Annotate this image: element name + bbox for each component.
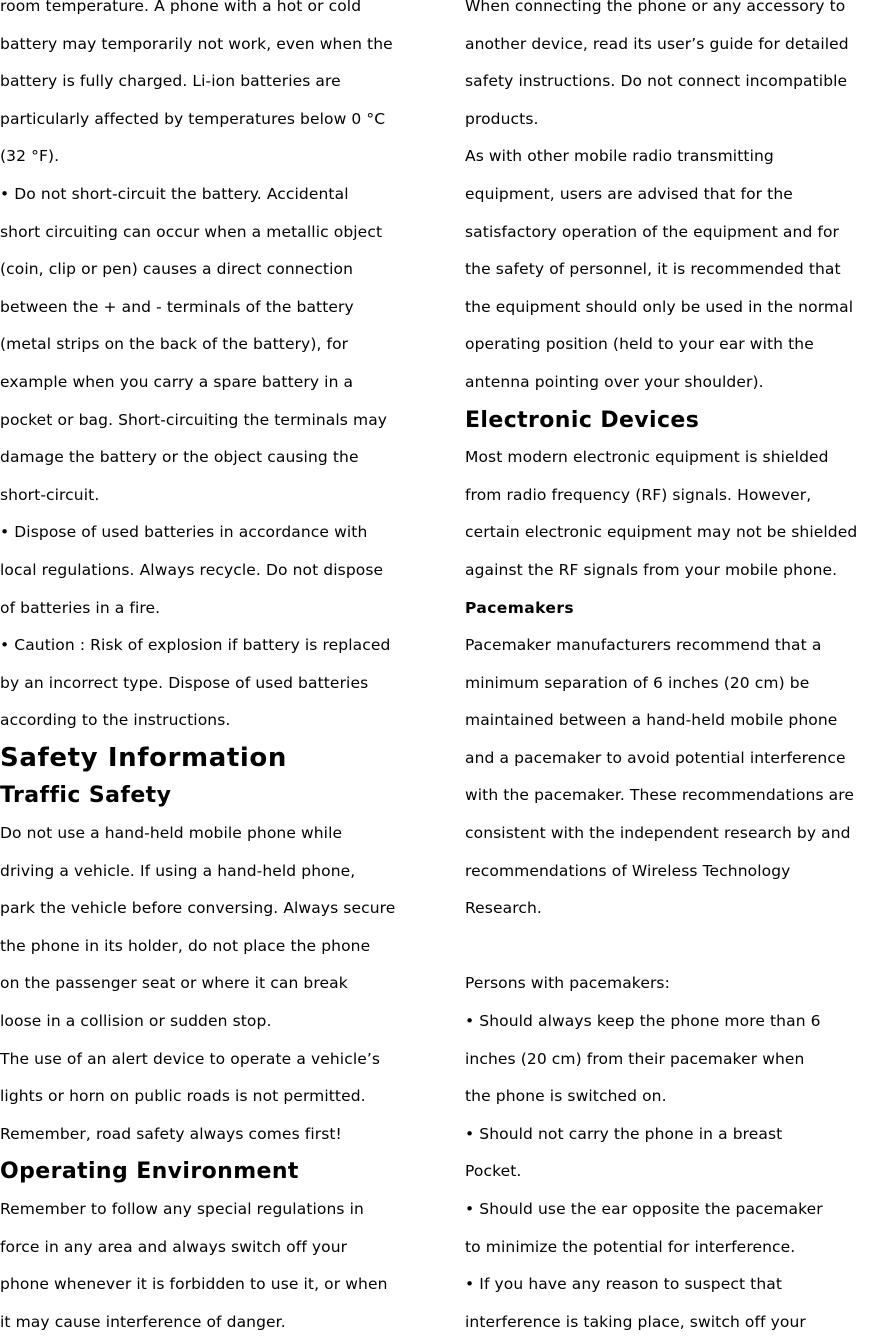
text-line: to minimize the potential for interference. [465,1237,796,1256]
heading-safety-information: Safety Information [0,742,287,773]
text-line: Do not use a hand-held mobile phone while [0,824,343,843]
text-line: example when you carry a spare battery in a [0,372,354,391]
text-line: Persons with pacemakers: [465,974,670,993]
text-line: another device, read its user’s guide for detailed [465,34,849,53]
text-line: from radio frequency (RF) signals. However, [465,485,812,504]
subheading-electronic-devices: Electronic Devices [465,407,700,433]
text-line: • Should use the ear opposite the pacemaker [465,1200,823,1218]
text-line: safety instructions. Do not connect incompatible [465,72,848,91]
text-line: (coin, clip or pen) causes a direct connection [0,260,354,279]
text-line: certain electronic equipment may not be shielded [465,523,858,542]
text-line: minimum separation of 6 inches (20 cm) be [465,673,810,692]
text-line: Research. [465,899,542,918]
blank-line [465,928,881,966]
text-line: antenna pointing over your shoulder). [465,372,764,391]
text-line: • Dispose of used batteries in accordance with [0,523,368,542]
text-line: (32 °F). [0,147,60,166]
text-line: The use of an alert device to operate a vehicle’s [0,1049,381,1068]
text-line: it may cause interference of danger. [0,1312,286,1331]
text-line: Most modern electronic equipment is shielded [465,448,829,467]
text-line: recommendations of Wireless Technology [465,861,791,880]
text-line: force in any area and always switch off your [0,1237,348,1256]
text-line: When connecting the phone or any accessory to [465,0,846,15]
text-line: the phone in its holder, do not place the phone [0,936,371,955]
text-line: (metal strips on the back of the battery), for [0,335,349,354]
text-line: Remember, road safety always comes first! [0,1124,342,1143]
text-line: particularly affected by temperatures below 0 °C [0,109,386,128]
text-line: consistent with the independent research by and [465,824,851,843]
left-column [0,0,430,1341]
text-line: short-circuit. [0,485,100,504]
text-line: room temperature. A phone with a hot or cold [0,0,362,15]
right-column [465,0,881,1341]
text-line: on the passenger seat or where it can break [0,974,348,993]
text-line: battery may temporarily not work, even when the [0,34,393,53]
text-line: damage the battery or the object causing the [0,448,359,467]
text-line: local regulations. Always recycle. Do not dispose [0,560,384,579]
text-line: satisfactory operation of the equipment and for [465,222,840,241]
text-line: • Do not short-circuit the battery. Accidental [0,184,349,203]
text-line: by an incorrect type. Dispose of used batteries [0,673,369,692]
text-line: • Should not carry the phone in a breast [465,1124,783,1143]
text-line: • Caution : Risk of explosion if battery is replaced [0,636,391,655]
text-line: As with other mobile radio transmitting [465,147,774,166]
text-line: Pacemaker manufacturers recommend that a [465,636,822,655]
subheading-operating-environment: Operating Environment [0,1159,299,1185]
text-line: phone whenever it is forbidden to use it, or when [0,1275,388,1294]
subheading-traffic-safety: Traffic Safety [0,783,172,809]
text-line: park the vehicle before conversing. Always secure [0,899,396,918]
text-line: equipment, users are advised that for the [465,184,793,203]
text-line: and a pacemaker to avoid potential interference [465,748,846,767]
minor-heading-pacemakers: Pacemakers [465,598,574,617]
text-line: loose in a collision or sudden stop. [0,1012,272,1031]
text-line: inches (20 cm) from their pacemaker when [465,1049,805,1068]
text-line: with the pacemaker. These recommendations are [465,786,855,805]
text-line: the equipment should only be used in the normal [465,297,854,316]
text-line: against the RF signals from your mobile phone. [465,560,838,579]
text-line: operating position (held to your ear with the [465,335,814,354]
text-line: battery is fully charged. Li-ion batteries are [0,72,341,91]
text-line: Remember to follow any special regulations in [0,1200,364,1218]
text-line: the safety of personnel, it is recommended that [465,260,841,279]
text-line: maintained between a hand-held mobile phone [465,711,838,730]
text-line: short circuiting can occur when a metallic object [0,222,383,241]
text-line: • Should always keep the phone more than 6 [465,1012,821,1031]
text-line: driving a vehicle. If using a hand-held phone, [0,861,356,880]
text-line: the phone is switched on. [465,1087,667,1106]
text-line: lights or horn on public roads is not permitted. [0,1087,366,1106]
text-line: • If you have any reason to suspect that [465,1275,783,1294]
text-line: pocket or bag. Short-circuiting the terminals may [0,410,388,429]
text-line: according to the instructions. [0,711,231,730]
text-line: of batteries in a fire. [0,598,161,617]
text-line: interference is taking place, switch off your [465,1312,806,1331]
text-line: between the + and - terminals of the battery [0,297,354,316]
text-line: products. [465,109,539,128]
text-line: Pocket. [465,1162,522,1181]
